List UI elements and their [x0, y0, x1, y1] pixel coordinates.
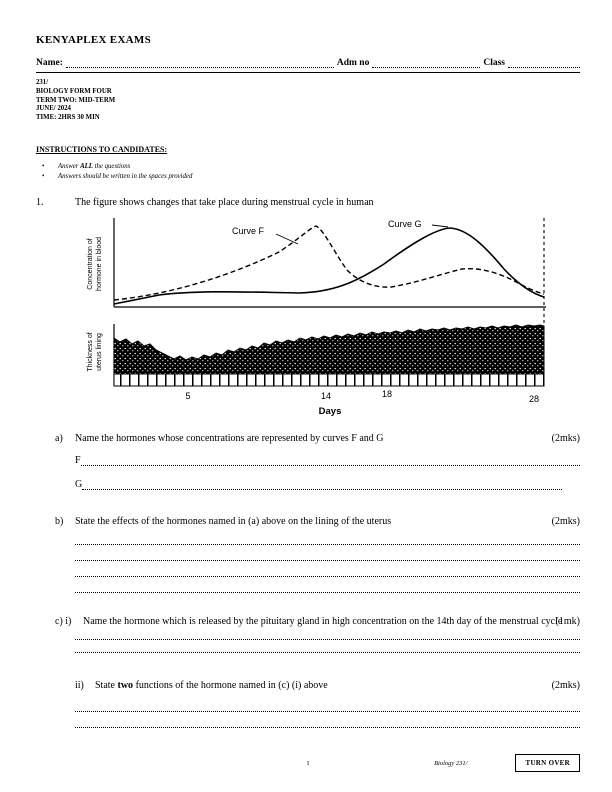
part-c-i-label: c) i)	[55, 615, 72, 627]
answer-g-label: G	[75, 478, 83, 490]
curve-g-pointer-line	[432, 225, 448, 227]
candidate-details-row	[36, 58, 580, 68]
uterus-lining-band	[114, 325, 544, 374]
instruction-text: Answers should be written in the spaces provided	[58, 172, 193, 180]
class-label: Class	[483, 58, 505, 68]
instructions-heading: INSTRUCTIONS TO CANDIDATES:	[36, 145, 168, 155]
answer-line-g	[75, 479, 562, 490]
instruction-text	[58, 162, 580, 172]
answer-g-dotted-line	[82, 479, 562, 490]
paper-info-block	[36, 79, 580, 123]
exam-board-title: KENYAPLEX EXAMS	[36, 34, 152, 46]
day-scale-ruler	[114, 374, 544, 386]
part-c-ii-text-bold: two	[117, 679, 134, 691]
x-tick-day-14: 14	[320, 390, 332, 401]
footer-right-group	[434, 754, 580, 772]
answer-dotted-line	[75, 627, 580, 640]
answer-dotted-line	[75, 529, 580, 545]
question-1-stem	[36, 197, 580, 208]
question-1a	[36, 433, 580, 444]
part-b-answer-lines	[75, 529, 580, 593]
name-label: Name:	[36, 58, 63, 68]
part-c-ii-text-post: functions of the hormone named in (c) (i) above	[133, 679, 328, 691]
curve-g-solid-line	[114, 225, 544, 304]
x-tick-day-18: 18	[381, 388, 393, 399]
adm-no-label: Adm no	[336, 58, 370, 68]
curve-f-pointer-line	[276, 234, 298, 244]
x-tick-day-5: 5	[185, 390, 191, 401]
y-axis-label-bottom-line1: Thickness of	[87, 332, 94, 372]
y-axis-label-bottom-line2: uterus lining	[96, 332, 103, 371]
part-b-label: b)	[55, 515, 64, 527]
turn-over-notice: TURN OVER	[515, 754, 580, 772]
x-axis-label-days: Days	[318, 405, 342, 417]
instructions-list	[36, 162, 580, 182]
part-c-i-marks: (1mk)	[555, 615, 580, 627]
answer-f-dotted-line	[81, 455, 580, 466]
part-c-ii-label: ii)	[75, 679, 84, 691]
instruction-item	[36, 172, 580, 182]
question-1b	[36, 516, 580, 527]
answer-dotted-line	[75, 712, 580, 728]
instruction-text-bold: ALL	[80, 163, 93, 171]
paper-date: JUNE/ 2024	[36, 105, 71, 113]
curve-g-label: Curve G	[388, 218, 422, 229]
paper-code: 231/	[36, 79, 49, 86]
instruction-item	[36, 162, 580, 172]
part-c-ii-text-pre: State	[95, 679, 118, 691]
part-c-ii-text	[95, 680, 536, 691]
curve-f-label: Curve F	[232, 225, 265, 236]
answer-dotted-line	[75, 577, 580, 593]
x-tick-day-28: 28	[528, 393, 540, 404]
page-footer	[36, 754, 580, 776]
footer-subject: Biology 231/	[434, 759, 468, 767]
part-c-ii-marks: (2mks)	[551, 679, 580, 691]
part-c-ii-answer-lines	[75, 696, 580, 728]
page-number: 1	[306, 760, 310, 767]
figure-svg	[84, 212, 556, 418]
menstrual-cycle-figure	[84, 212, 580, 423]
question-number: 1.	[36, 196, 44, 208]
part-b-marks: (2mks)	[551, 515, 580, 527]
header-divider	[36, 72, 580, 73]
class-answer-line	[508, 59, 580, 68]
question-1c-i	[36, 616, 580, 627]
paper-time: TIME: 2HRS 30 MIN	[36, 114, 100, 122]
part-c-i-answer-lines	[75, 627, 580, 653]
adm-no-answer-line	[372, 59, 480, 68]
answer-dotted-line	[75, 545, 580, 561]
bullet-icon: •	[42, 163, 45, 171]
paper-subject: BIOLOGY FORM FOUR	[36, 87, 112, 95]
name-answer-line	[66, 59, 334, 68]
instruction-text-post: the questions	[92, 163, 131, 171]
answer-line-f	[75, 455, 580, 466]
part-b-text: State the effects of the hormones named in (a) above on the lining of the uterus	[75, 515, 392, 527]
y-axis-label-top-line1: Concentration of	[87, 238, 94, 290]
question-1c-ii	[36, 680, 580, 691]
part-c-i-text: Name the hormone which is released by the pituitary gland in high concentration on the 14th day of the menstrual cycle	[83, 615, 563, 627]
answer-dotted-line	[75, 640, 580, 653]
part-a-marks: (2mks)	[551, 432, 580, 444]
part-a-text: Name the hormones whose concentrations are represented by curves F and G	[75, 432, 384, 444]
question-text: The figure shows changes that take place during menstrual cycle in human	[75, 196, 374, 208]
instruction-text-pre: Answer	[58, 163, 81, 171]
part-a-label: a)	[55, 432, 63, 444]
answer-f-label: F	[75, 454, 81, 466]
answer-dotted-line	[75, 561, 580, 577]
paper-term: TERM TWO: MID-TERM	[36, 96, 116, 104]
answer-dotted-line	[75, 696, 580, 712]
bullet-icon: •	[42, 172, 45, 180]
y-axis-label-top-line2: hormone in blood	[96, 236, 103, 291]
